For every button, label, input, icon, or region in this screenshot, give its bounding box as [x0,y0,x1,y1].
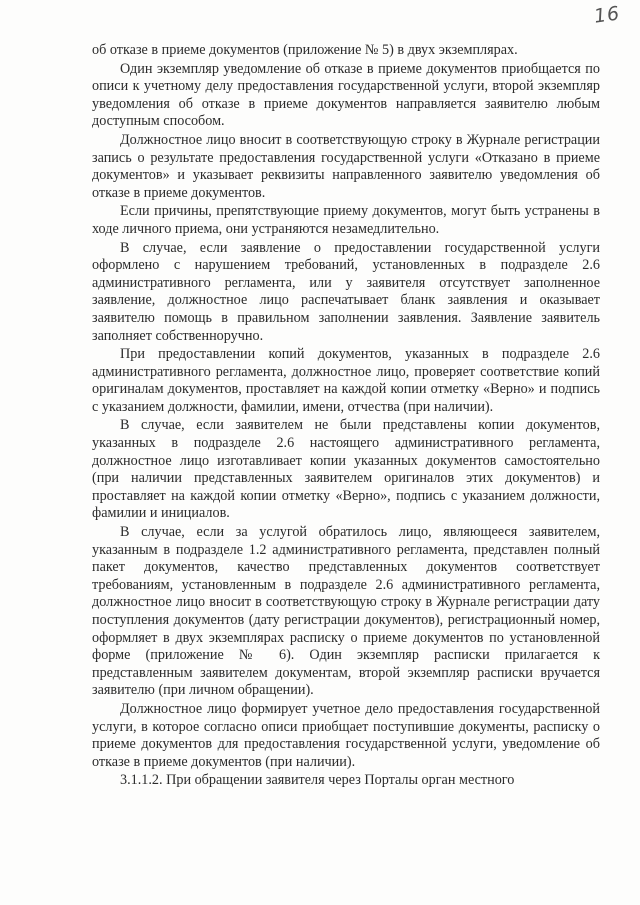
paragraph: В случае, если заявление о предоставлении государственной услуги оформлено с нарушением требований, установленных в подразделе 2.6 административного регламента, или у заявителя отсутствует заполненное заявление, должностное лицо распечатывает бланк заявления и оказывает заявителю помощь в правильном заполнении заявления. Заявление заявитель заполняет собственноручно. [92,239,600,344]
paragraph: В случае, если за услугой обратилось лицо, являющееся заявителем, указанным в подразделе 1.2 административного регламента, представлен полный пакет документов, качество представленных документов соответствует требованиям, установленным в подразделе 2.6 административного регламента, должностное лицо вносит в соответствующую строку в Журнале регистрации дату поступления документов (дату регистрации документов), регистрационный номер, оформляет в двух экземплярах расписку о приеме документов по установленной форме (приложение № 6). Один экземпляр расписки прилагается к представленным заявителем документам, второй экземпляр расписки вручается заявителю (при личном обращении). [92,524,600,699]
paragraph: В случае, если заявителем не были представлены копии документов, указанных в подразделе 2.6 настоящего административного регламента, должностное лицо изготавливает копии указанных документов самостоятельно (при наличии представленных заявителем оригиналов этих документов) и проставляет на каждой копии отметку «Верно», подпись с указанием должности, фамилии и инициалов. [92,417,600,522]
paragraph: Должностное лицо формирует учетное дело предоставления государственной услуги, в которое согласно описи приобщает поступившие документы, расписку о приеме документов для предоставления государственной услуги, уведомление об отказе в приеме документов (при наличии). [92,700,600,770]
paragraph: При предоставлении копий документов, указанных в подразделе 2.6 административного регламента, должностное лицо, проверяет соответствие копий оригиналам документов, проставляет на каждой копии отметку «Верно» и подпись с указанием должности, фамилии, имени, отчества (при наличии). [92,346,600,415]
paragraph: Должностное лицо вносит в соответствующую строку в Журнале регистрации запись о результате предоставления государственной услуги «Отказано в приеме документов» и указывает реквизиты направленного заявителю уведомления об отказе в приеме документов. [92,131,600,201]
paragraph: Если причины, препятствующие приему документов, могут быть устранены в ходе личного приема, они устраняются незамедлительно. [92,203,600,237]
document-body [92,42,600,790]
page-number: 16 [592,2,622,28]
paragraph-continuation: об отказе в приеме документов (приложение № 5) в двух экземплярах. [92,42,518,58]
paragraph: Один экземпляр уведомление об отказе в приеме документов приобщается по описи к учетному делу предоставления государственной услуги, второй экземпляр уведомления об отказе в приеме документов направляется заявителю любым доступным способом. [92,60,600,130]
paragraph-section-heading: 3.1.1.2. При обращении заявителя через Порталы орган местного [120,772,515,789]
